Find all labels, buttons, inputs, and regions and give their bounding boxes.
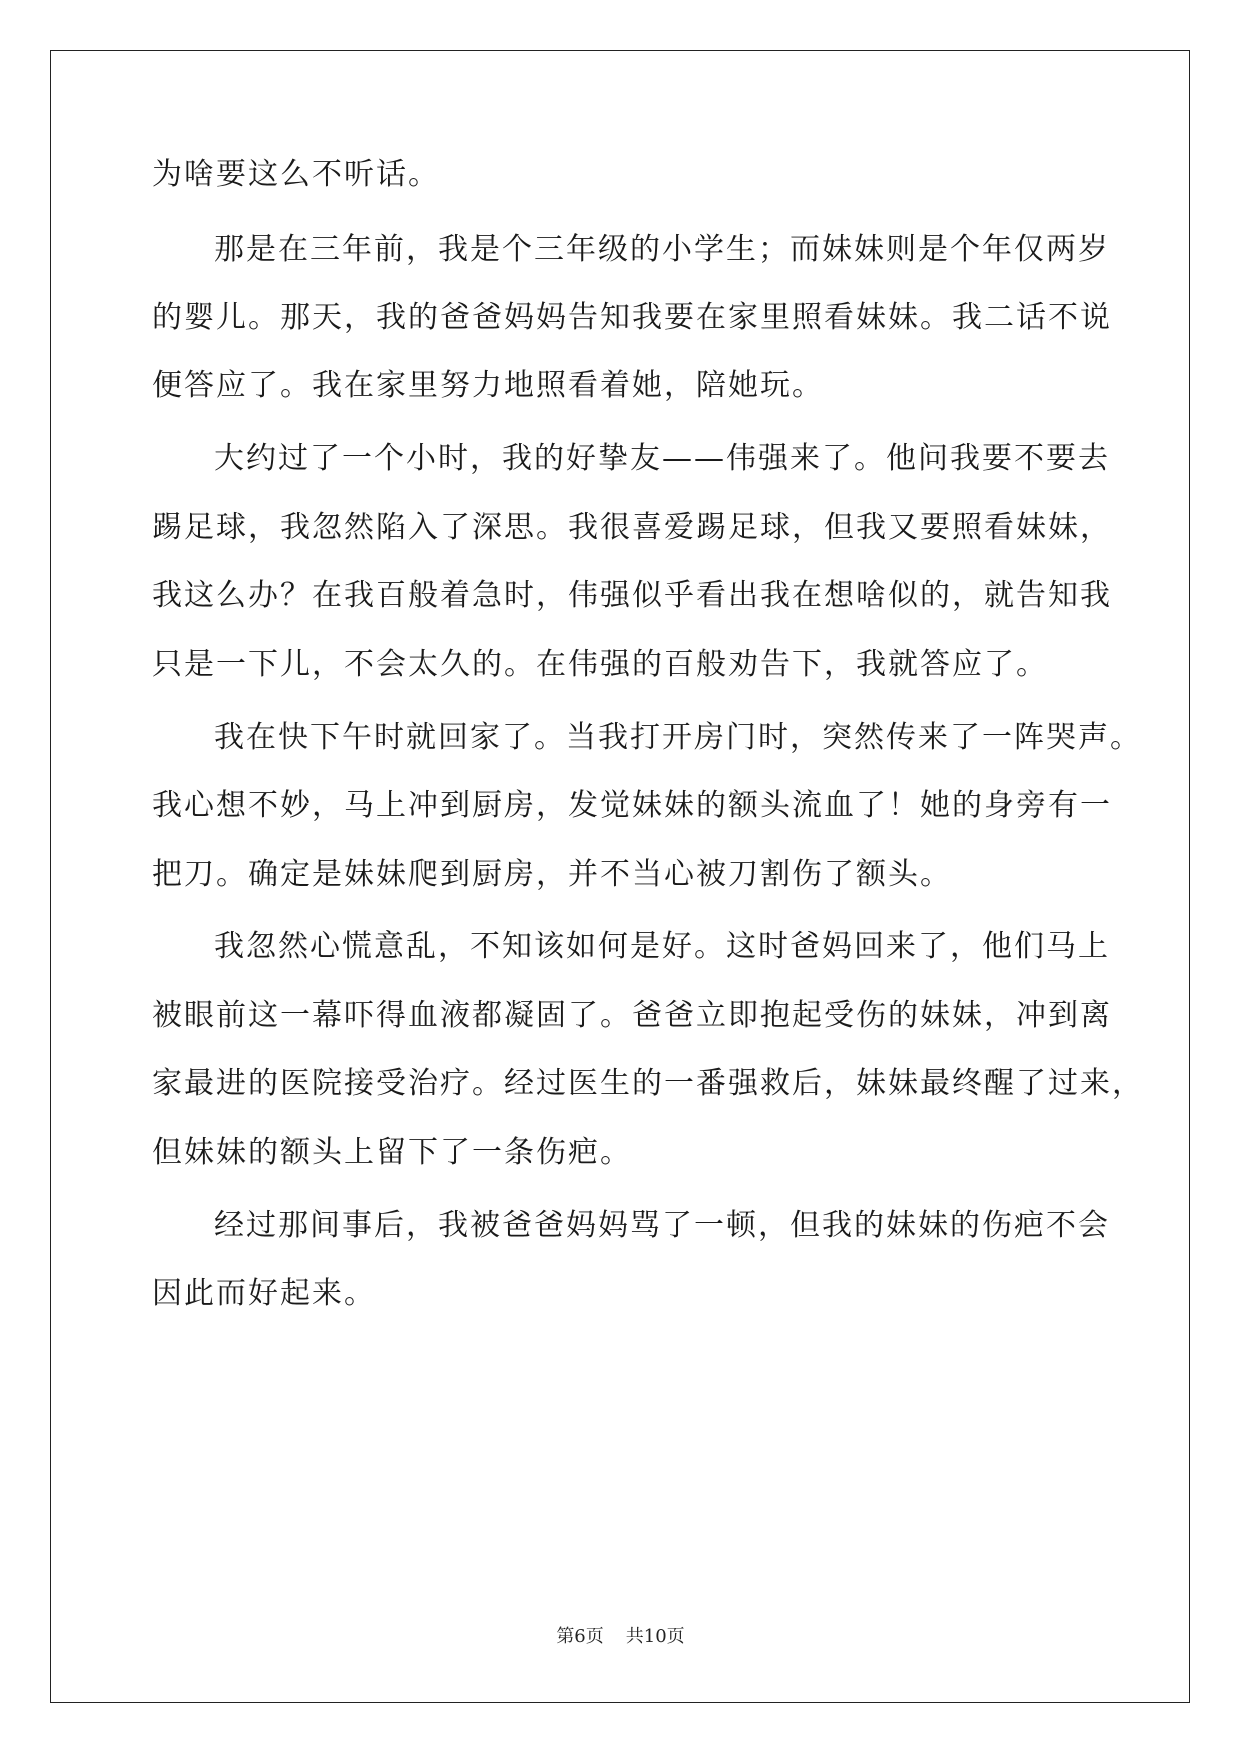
paragraph-start-line: 我在快下午时就回家了。当我打开房门时，突然传来了一阵哭声。 — [214, 720, 1142, 755]
text-line: 的婴儿。那天，我的爸爸妈妈告知我要在家里照看妹妹。我二话不说 — [152, 300, 1112, 335]
text-line: 但妹妹的额头上留下了一条伤疤。 — [152, 1135, 632, 1170]
total-pages: 共10页 — [625, 1626, 685, 1647]
page-number: 第6页 — [556, 1626, 604, 1647]
text-line: 我这么办？在我百般着急时，伟强似乎看出我在想啥似的，就告知我 — [152, 578, 1112, 613]
text-line: 踢足球，我忽然陷入了深思。我很喜爱踢足球，但我又要照看妹妹， — [152, 510, 1112, 545]
paragraph-start-line: 经过那间事后，我被爸爸妈妈骂了一顿，但我的妹妹的伤疤不会 — [214, 1208, 1110, 1243]
page-footer — [0, 1625, 1241, 1649]
text-line: 把刀。确定是妹妹爬到厨房，并不当心被刀割伤了额头。 — [152, 857, 952, 892]
paragraph-start-line: 大约过了一个小时，我的好挚友——伟强来了。他问我要不要去 — [214, 441, 1110, 476]
text-line: 为啥要这么不听话。 — [152, 157, 440, 192]
paragraph-start-line: 那是在三年前，我是个三年级的小学生；而妹妹则是个年仅两岁 — [214, 232, 1110, 267]
text-line: 家最进的医院接受治疗。经过医生的一番强救后，妹妹最终醒了过来， — [152, 1066, 1144, 1101]
text-line: 只是一下儿，不会太久的。在伟强的百般劝告下，我就答应了。 — [152, 647, 1048, 682]
text-line: 我心想不妙，马上冲到厨房，发觉妹妹的额头流血了！她的身旁有一 — [152, 788, 1112, 823]
text-line: 因此而好起来。 — [152, 1276, 376, 1311]
paragraph-start-line: 我忽然心慌意乱，不知该如何是好。这时爸妈回来了，他们马上 — [214, 929, 1110, 964]
text-line: 被眼前这一幕吓得血液都凝固了。爸爸立即抱起受伤的妹妹，冲到离 — [152, 998, 1112, 1033]
text-line: 便答应了。我在家里努力地照看着她，陪她玩。 — [152, 368, 824, 403]
